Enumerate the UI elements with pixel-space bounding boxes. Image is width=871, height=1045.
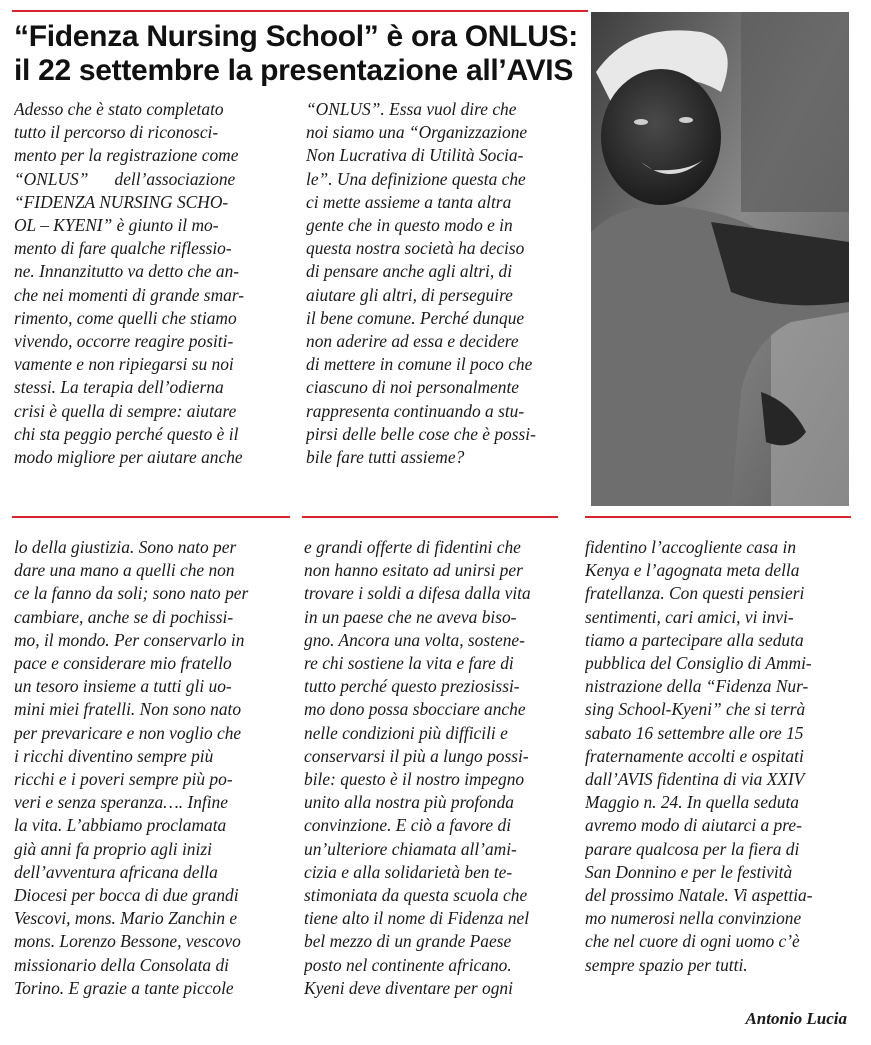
text-line: trovare i soldi a difesa dalla vita — [304, 583, 531, 604]
top-rule — [12, 10, 588, 12]
text-line: mini miei fratelli. Non sono nato — [14, 699, 242, 720]
text-line: non hanno esitato ad unirsi per — [304, 560, 523, 581]
article-column-4 — [304, 536, 570, 1000]
article-column-3 — [14, 536, 282, 1000]
text-line: già anni fa proprio agli inizi — [14, 838, 212, 859]
article-column-2 — [306, 98, 571, 469]
text-line: aiutare gli altri, di perseguire — [306, 284, 513, 305]
section-divider-middle — [302, 516, 558, 518]
article-photo — [591, 12, 849, 506]
text-line: ne. Innanzitutto va detto che an- — [14, 261, 240, 282]
text-line: “ONLUS” dell’associazione — [14, 168, 236, 189]
text-line: sing School-Kyeni” che si terrà — [585, 699, 806, 720]
text-line: pubblica del Consiglio di Ammi- — [585, 653, 812, 674]
text-line: bile: questo è il nostro impegno — [304, 769, 525, 790]
text-line: convinzione. E ciò a favore di — [304, 815, 512, 836]
text-line: e grandi offerte di fidentini che — [304, 537, 521, 557]
text-line: il bene comune. Perché dunque — [306, 307, 525, 328]
text-line: dall’AVIS fidentina di via XXIV — [585, 769, 805, 790]
text-line: sempre spazio per tutti. — [585, 954, 748, 975]
text-line: pirsi delle belle cose che è possi- — [306, 423, 536, 444]
text-line: “FIDENZA NURSING SCHO- — [14, 191, 229, 212]
text-line: avremo modo di aiutarci a pre- — [585, 815, 802, 836]
text-line: mo numerosi nella convinzione — [585, 908, 802, 929]
text-line: stimoniata da questa scuola che — [304, 885, 528, 906]
text-line: del prossimo Natale. Vi aspettia- — [585, 885, 813, 906]
text-line: gente che in questo modo e in — [306, 215, 513, 236]
text-line: la vita. L’abbiamo proclamata — [14, 815, 227, 836]
text-line: Maggio n. 24. In quella seduta — [585, 792, 799, 813]
text-line: pace e considerare mio fratello — [14, 653, 232, 674]
text-line: ce la fanno da soli; sono nato per — [14, 583, 249, 604]
text-line: cambiare, anche se di pochissi- — [14, 606, 234, 627]
text-line: mons. Lorenzo Bessone, vescovo — [14, 931, 241, 952]
text-line: fidentino l’accogliente casa in — [585, 537, 797, 557]
author-signature: Antonio Lucia — [745, 1009, 847, 1028]
article-column-5 — [585, 536, 853, 977]
woman-photo-illustration — [591, 12, 849, 506]
text-line: nelle condizioni più difficili e — [304, 722, 508, 743]
text-line: OL – KYENI” è giunto il mo- — [14, 215, 219, 236]
text-line: mento per la registrazione come — [14, 145, 239, 166]
text-line: Torino. E grazie a tante piccole — [14, 977, 234, 998]
text-line: di pensare anche agli altri, di — [306, 261, 513, 282]
text-line: bel mezzo di un grande Paese — [304, 931, 512, 952]
section-divider-left — [12, 516, 290, 518]
text-line: ricchi e i poveri sempre più po- — [14, 769, 233, 790]
text-line: vivendo, occorre reagire positi- — [14, 331, 234, 352]
text-line: Adesso che è stato completato — [14, 99, 224, 119]
headline-line: il 22 settembre la presentazione all’AVIS — [14, 54, 574, 87]
text-line: sabato 16 settembre alle ore 15 — [585, 722, 804, 743]
text-line: un tesoro insieme a tutti gli uo- — [14, 676, 232, 697]
text-line: le”. Una definizione questa che — [306, 168, 526, 189]
text-line: tutto perché questo preziosissi- — [304, 676, 520, 697]
text-line: mo dono possa sbocciare anche — [304, 699, 526, 720]
text-line: ciascuno di noi personalmente — [306, 377, 520, 398]
text-line: “ONLUS”. Essa vuol dire che — [306, 99, 517, 119]
text-line: in un paese che ne aveva biso- — [304, 606, 517, 627]
text-line: veri e senza speranza…. Infine — [14, 792, 228, 813]
text-line: i ricchi diventino sempre più — [14, 745, 214, 766]
text-line: Kyeni deve diventare per ogni — [304, 977, 513, 998]
text-line: Diocesi per bocca di due grandi — [14, 885, 239, 906]
text-line: tiamo a partecipare alla seduta — [585, 629, 804, 650]
text-line: tiene alto il nome di Fidenza nel — [304, 908, 530, 929]
text-line: unito alla nostra più profonda — [304, 792, 514, 813]
section-divider-right — [585, 516, 851, 518]
text-line: gno. Ancora una volta, sostene- — [304, 629, 525, 650]
text-line: che nel cuore di ogni uomo c’è — [585, 931, 800, 952]
text-line: mo, il mondo. Per conservarlo in — [14, 629, 245, 650]
text-line: un’ulteriore chiamata all’ami- — [304, 838, 517, 859]
text-line: bile fare tutti assieme? — [306, 447, 465, 468]
article-column-1 — [14, 98, 286, 469]
text-line: cizia e alla solidarietà ben te- — [304, 861, 513, 882]
text-line: rappresenta continuando a stu- — [306, 400, 525, 421]
text-line: re chi sostiene la vita e fare di — [304, 653, 514, 674]
text-line: missionario della Consolata di — [14, 954, 229, 975]
text-line: crisi è quella di sempre: aiutare — [14, 400, 237, 421]
text-line: nistrazione della “Fidenza Nur- — [585, 676, 809, 697]
text-line: San Donnino e per le festività — [585, 861, 793, 882]
text-line: dare una mano a quelli che non — [14, 560, 235, 581]
text-line: stessi. La terapia dell’odierna — [14, 377, 224, 398]
text-line: vamente e non ripiegarsi su noi — [14, 354, 234, 375]
text-line: noi siamo una “Organizzazione — [306, 122, 528, 143]
text-line: Kenya e l’agognata meta della — [585, 560, 800, 581]
text-line: fratellanza. Con questi pensieri — [585, 583, 805, 604]
text-line: ci mette assieme a tanta altra — [306, 191, 512, 212]
text-line: fraternamente accolti e ospitati — [585, 745, 804, 766]
text-line: parare qualcosa per la fiera di — [585, 838, 800, 859]
text-line: lo della giustizia. Sono nato per — [14, 537, 237, 557]
text-line: dell’avventura africana della — [14, 861, 218, 882]
text-line: Non Lucrativa di Utilità Socia- — [306, 145, 524, 166]
text-line: posto nel continente africano. — [304, 954, 512, 975]
text-line: conservarsi il più a lungo possi- — [304, 745, 529, 766]
text-line: che nei momenti di grande smar- — [14, 284, 245, 305]
text-line: di mettere in comune il poco che — [306, 354, 533, 375]
headline-line: “Fidenza Nursing School” è ora ONLUS: — [14, 20, 578, 53]
text-line: per prevaricare e non voglio che — [14, 722, 242, 743]
text-line: chi sta peggio perché questo è il — [14, 423, 239, 444]
text-line: rimento, come quelli che stiamo — [14, 307, 237, 328]
text-line: non aderire ad essa e decidere — [306, 331, 519, 352]
headline — [14, 20, 584, 88]
text-line: mento di fare qualche riflessio- — [14, 238, 232, 259]
text-line: Vescovi, mons. Mario Zanchin e — [14, 908, 238, 929]
text-line: questa nostra società ha deciso — [306, 238, 525, 259]
text-line: modo migliore per aiutare anche — [14, 447, 243, 468]
text-line: tutto il percorso di riconosci- — [14, 122, 219, 143]
text-line: sentimenti, cari amici, vi invi- — [585, 606, 794, 627]
